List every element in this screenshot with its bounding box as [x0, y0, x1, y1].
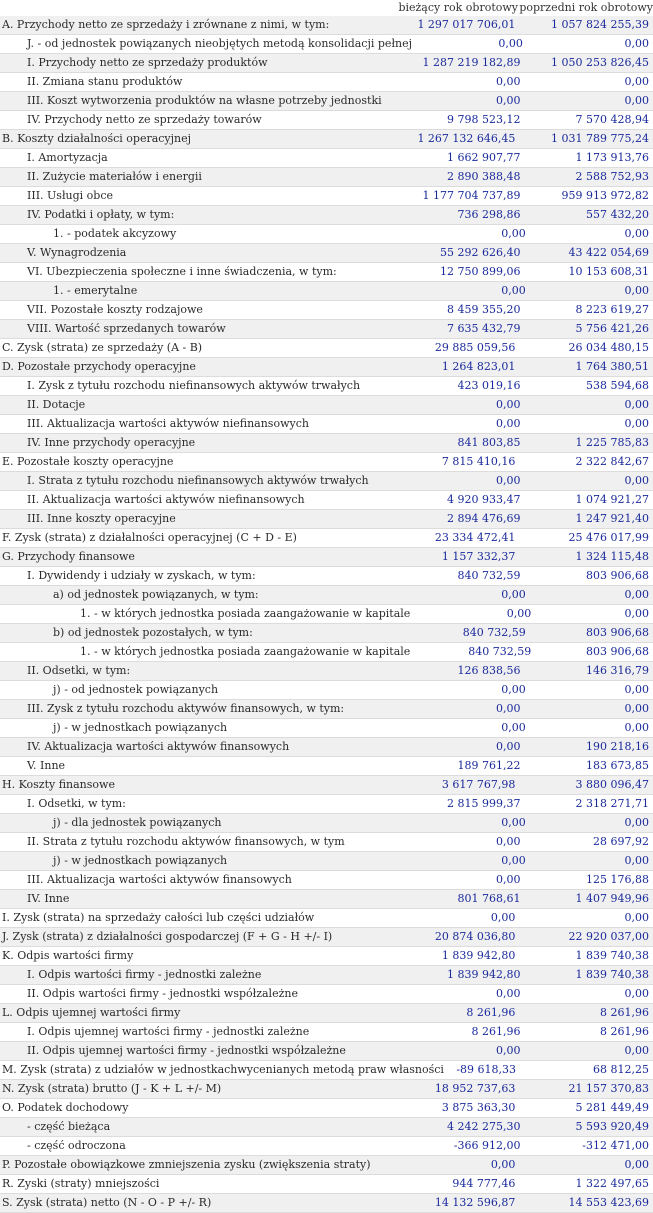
- row-label: j) - w jednostkach powiązanych: [53, 854, 228, 867]
- row-label: I. Amortyzacja: [27, 151, 108, 164]
- table-row: [0, 776, 653, 795]
- table-row: [0, 719, 653, 738]
- row-label: II. Dotacje: [27, 398, 86, 411]
- row-previous-value: 0,00: [624, 1158, 649, 1171]
- table-row: [0, 54, 653, 73]
- header-spacer: [0, 0, 397, 16]
- row-label: j) - od jednostek powiązanych: [53, 683, 219, 696]
- row-current-value: 126 838,56: [457, 664, 521, 677]
- table-row: [0, 738, 653, 757]
- row-previous-value: 959 913 972,82: [561, 189, 649, 202]
- row-current-value: 736 298,86: [457, 208, 521, 221]
- row-label: I. Strata z tytułu rozchodu niefinansowych aktywów trwałych: [27, 474, 369, 487]
- row-current-value: 840 732,59: [457, 569, 521, 582]
- row-label: K. Odpis wartości firmy: [2, 949, 134, 962]
- row-current-value: 0,00: [495, 702, 521, 715]
- row-current-value: 1 839 942,80: [441, 949, 516, 962]
- row-previous-value: 0,00: [624, 816, 649, 829]
- table-row: [0, 187, 653, 206]
- row-label: III. Zysk z tytułu rozchodu aktywów finansowych, w tym:: [27, 702, 345, 715]
- table-row: [0, 1042, 653, 1061]
- table-row: [0, 377, 653, 396]
- row-previous-value: 28 697,92: [593, 835, 649, 848]
- row-label: j) - dla jednostek powiązanych: [53, 816, 222, 829]
- row-previous-value: 5 593 920,49: [575, 1120, 649, 1133]
- row-current-value: 55 292 626,40: [439, 246, 521, 259]
- row-previous-value: 5 281 449,49: [575, 1101, 649, 1114]
- row-previous-value: 1 764 380,51: [575, 360, 649, 373]
- row-previous-value: -312 471,00: [582, 1139, 649, 1152]
- row-previous-value: 1 173 913,76: [575, 151, 649, 164]
- row-previous-value: 0,00: [624, 588, 649, 601]
- column-headers: [0, 0, 653, 16]
- table-row: [0, 1137, 653, 1156]
- table-row: [0, 472, 653, 491]
- row-label: VI. Ubezpieczenia społeczne i inne świadczenia, w tym:: [27, 265, 337, 278]
- row-label: I. Odpis wartości firmy - jednostki zależne: [27, 968, 262, 981]
- table-row: [0, 73, 653, 92]
- table-row: [0, 871, 653, 890]
- table-row: [0, 890, 653, 909]
- row-previous-value: 0,00: [624, 37, 649, 50]
- row-previous-value: 21 157 370,83: [568, 1082, 649, 1095]
- row-current-value: 7 635 432,79: [446, 322, 521, 335]
- table-row: [0, 643, 653, 662]
- row-label: C. Zysk (strata) ze sprzedaży (A - B): [2, 341, 203, 354]
- row-label: 1. - w których jednostka posiada zaangażowanie w kapitale: [80, 645, 411, 658]
- table-row: [0, 415, 653, 434]
- row-current-value: -89 618,33: [456, 1063, 517, 1076]
- row-label: j) - w jednostkach powiązanych: [53, 721, 228, 734]
- row-previous-value: 146 316,79: [586, 664, 649, 677]
- table-row: [0, 567, 653, 586]
- row-previous-value: 0,00: [624, 284, 649, 297]
- row-label: S. Zysk (strata) netto (N - O - P +/- R): [2, 1196, 212, 1209]
- row-current-value: 0,00: [501, 683, 526, 696]
- row-previous-value: 0,00: [624, 854, 649, 867]
- row-label: VII. Pozostałe koszty rodzajowe: [27, 303, 203, 316]
- row-label: J. - od jednostek powiązanych nieobjętych metodą konsolidacji pełnej: [27, 37, 413, 50]
- row-current-value: 1 267 132 646,45: [417, 132, 516, 145]
- row-previous-value: 8 261,96: [600, 1006, 649, 1019]
- row-current-value: 801 768,61: [457, 892, 521, 905]
- table-row: [0, 206, 653, 225]
- row-label: II. Strata z tytułu rozchodu aktywów finansowych, w tym: [27, 835, 345, 848]
- row-previous-value: 1 225 785,83: [575, 436, 649, 449]
- row-previous-value: 125 176,88: [586, 873, 649, 886]
- row-label: I. Zysk z tytułu rozchodu niefinansowych aktywów trwałych: [27, 379, 361, 392]
- row-previous-value: 803 906,68: [586, 569, 649, 582]
- row-label: G. Przychody finansowe: [2, 550, 135, 563]
- row-previous-value: 1 839 740,38: [575, 968, 649, 981]
- row-current-value: 0,00: [501, 854, 526, 867]
- row-current-value: 1 287 219 182,89: [422, 56, 521, 69]
- row-current-value: 0,00: [495, 835, 521, 848]
- row-label: - część odroczona: [27, 1139, 126, 1152]
- table-row: [0, 529, 653, 548]
- row-previous-value: 1 839 740,38: [575, 949, 649, 962]
- table-row: [0, 586, 653, 605]
- table-row: [0, 130, 653, 149]
- row-previous-value: 0,00: [624, 417, 649, 430]
- row-current-value: 4 920 933,47: [446, 493, 521, 506]
- table-row: [0, 757, 653, 776]
- row-label: 1. - w których jednostka posiada zaangażowanie w kapitale: [80, 607, 411, 620]
- row-current-value: 9 798 523,12: [446, 113, 521, 126]
- row-current-value: 1 662 907,77: [446, 151, 521, 164]
- table-row: [0, 339, 653, 358]
- row-previous-value: 0,00: [624, 75, 649, 88]
- table-row: [0, 548, 653, 567]
- table-row: [0, 168, 653, 187]
- row-label: 1. - emerytalne: [53, 284, 138, 297]
- row-previous-value: 22 920 037,00: [568, 930, 649, 943]
- row-current-value: 8 261,96: [471, 1025, 521, 1038]
- table-row: [0, 947, 653, 966]
- row-previous-value: 190 218,16: [586, 740, 649, 753]
- row-label: VIII. Wartość sprzedanych towarów: [27, 322, 226, 335]
- table-row: [0, 263, 653, 282]
- table-row: [0, 662, 653, 681]
- table-row: [0, 814, 653, 833]
- row-previous-value: 1 057 824 255,39: [551, 18, 649, 31]
- row-previous-value: 8 261,96: [600, 1025, 649, 1038]
- table-row: [0, 605, 653, 624]
- table-row: [0, 681, 653, 700]
- table-row: [0, 795, 653, 814]
- row-current-value: 0,00: [501, 816, 526, 829]
- row-label: b) od jednostek pozostałych, w tym:: [53, 626, 253, 639]
- row-label: II. Odpis wartości firmy - jednostki współzależne: [27, 987, 298, 1000]
- row-current-value: 23 334 472,41: [434, 531, 516, 544]
- row-label: I. Odsetki, w tym:: [27, 797, 126, 810]
- row-label: II. Zmiana stanu produktów: [27, 75, 183, 88]
- row-label: P. Pozostałe obowiązkowe zmniejszenia zysku (zwiększenia straty): [2, 1158, 371, 1171]
- row-current-value: 1 157 332,37: [441, 550, 516, 563]
- row-label: I. Dywidendy i udziały w zyskach, w tym:: [27, 569, 256, 582]
- row-previous-value: 0,00: [624, 721, 649, 734]
- row-current-value: 2 815 999,37: [446, 797, 521, 810]
- row-current-value: 1 839 942,80: [446, 968, 521, 981]
- row-current-value: 0,00: [495, 1044, 521, 1057]
- table-row: [0, 1080, 653, 1099]
- row-current-value: 0,00: [501, 227, 526, 240]
- table-row: [0, 510, 653, 529]
- row-previous-value: 1 407 949,96: [575, 892, 649, 905]
- row-label: I. Zysk (strata) na sprzedaży całości lub części udziałów: [2, 911, 315, 924]
- table-row: [0, 301, 653, 320]
- row-label: IV. Przychody netto ze sprzedaży towarów: [27, 113, 262, 126]
- row-label: F. Zysk (strata) z działalności operacyjnej (C + D - E): [2, 531, 297, 544]
- row-current-value: 1 297 017 706,01: [417, 18, 516, 31]
- row-previous-value: 1 031 789 775,24: [551, 132, 649, 145]
- row-current-value: 0,00: [490, 911, 516, 924]
- row-current-value: 7 815 410,16: [441, 455, 516, 468]
- table-row: [0, 985, 653, 1004]
- row-previous-value: 803 906,68: [586, 645, 649, 658]
- table-row: [0, 396, 653, 415]
- row-previous-value: 26 034 480,15: [568, 341, 649, 354]
- table-row: [0, 358, 653, 377]
- statement-rows: [0, 16, 653, 1213]
- row-previous-value: 10 153 608,31: [568, 265, 649, 278]
- row-current-value: 20 874 036,80: [434, 930, 516, 943]
- row-label: A. Przychody netto ze sprzedaży i zrównane z nimi, w tym:: [2, 18, 330, 31]
- row-label: IV. Inne przychody operacyjne: [27, 436, 196, 449]
- table-row: [0, 1118, 653, 1137]
- row-label: 1. - podatek akcyzowy: [53, 227, 177, 240]
- table-row: [0, 833, 653, 852]
- table-row: [0, 282, 653, 301]
- row-current-value: 0,00: [495, 474, 521, 487]
- row-current-value: 0,00: [495, 94, 521, 107]
- row-previous-value: 0,00: [624, 398, 649, 411]
- row-current-value: 14 132 596,87: [434, 1196, 516, 1209]
- row-current-value: 0,00: [490, 1158, 516, 1171]
- row-current-value: 0,00: [506, 607, 532, 620]
- row-label: J. Zysk (strata) z działalności gospodarczej (F + G - H +/- I): [2, 930, 333, 943]
- row-label: II. Odpis ujemnej wartości firmy - jednostki współzależne: [27, 1044, 346, 1057]
- row-label: II. Zużycie materiałów i energii: [27, 170, 202, 183]
- row-previous-value: 43 422 054,69: [568, 246, 649, 259]
- row-previous-value: 803 906,68: [586, 626, 649, 639]
- table-row: [0, 966, 653, 985]
- row-current-value: 0,00: [498, 37, 523, 50]
- row-label: V. Inne: [27, 759, 66, 772]
- row-current-value: 2 890 388,48: [446, 170, 521, 183]
- row-current-value: 0,00: [495, 75, 521, 88]
- row-current-value: 0,00: [495, 740, 521, 753]
- table-row: [0, 1099, 653, 1118]
- header-previous-year: poprzedni rok obrotowy: [519, 1, 653, 14]
- row-label: V. Wynagrodzenia: [27, 246, 127, 259]
- row-previous-value: 1 322 497,65: [575, 1177, 649, 1190]
- row-label: IV. Inne: [27, 892, 70, 905]
- row-current-value: 1 264 823,01: [441, 360, 516, 373]
- row-previous-value: 2 318 271,71: [575, 797, 649, 810]
- table-row: [0, 1023, 653, 1042]
- row-label: III. Aktualizacja wartości aktywów niefinansowych: [27, 417, 309, 430]
- table-row: [0, 700, 653, 719]
- row-label: E. Pozostałe koszty operacyjne: [2, 455, 174, 468]
- table-row: [0, 909, 653, 928]
- row-previous-value: 0,00: [624, 987, 649, 1000]
- row-current-value: 0,00: [495, 398, 521, 411]
- table-row: [0, 1175, 653, 1194]
- row-label: III. Usługi obce: [27, 189, 113, 202]
- table-row: [0, 16, 653, 35]
- row-label: O. Podatek dochodowy: [2, 1101, 129, 1114]
- row-label: L. Odpis ujemnej wartości firmy: [2, 1006, 181, 1019]
- row-current-value: 8 459 355,20: [446, 303, 521, 316]
- row-previous-value: 0,00: [624, 227, 649, 240]
- row-label: B. Koszty działalności operacyjnej: [2, 132, 192, 145]
- row-label: a) od jednostek powiązanych, w tym:: [53, 588, 259, 601]
- row-label: - część bieżąca: [27, 1120, 111, 1133]
- table-row: [0, 928, 653, 947]
- table-row: [0, 320, 653, 339]
- row-current-value: 840 732,59: [462, 626, 526, 639]
- row-current-value: 3 875 363,30: [441, 1101, 516, 1114]
- row-label: II. Aktualizacja wartości aktywów niefinansowych: [27, 493, 305, 506]
- row-previous-value: 0,00: [624, 702, 649, 715]
- row-current-value: 0,00: [501, 721, 526, 734]
- table-row: [0, 453, 653, 472]
- row-label: III. Aktualizacja wartości aktywów finansowych: [27, 873, 292, 886]
- row-current-value: 1 177 704 737,89: [422, 189, 521, 202]
- row-previous-value: 0,00: [624, 94, 649, 107]
- row-previous-value: 538 594,68: [586, 379, 649, 392]
- row-current-value: 8 261,96: [466, 1006, 516, 1019]
- row-current-value: 18 952 737,63: [434, 1082, 516, 1095]
- row-label: III. Koszt wytworzenia produktów na własne potrzeby jednostki: [27, 94, 382, 107]
- row-previous-value: 557 432,20: [586, 208, 649, 221]
- row-previous-value: 0,00: [624, 474, 649, 487]
- row-label: I. Przychody netto ze sprzedaży produktów: [27, 56, 268, 69]
- row-current-value: 0,00: [495, 417, 521, 430]
- table-row: [0, 1061, 653, 1080]
- row-current-value: 0,00: [495, 873, 521, 886]
- row-current-value: 29 885 059,56: [434, 341, 516, 354]
- row-previous-value: 2 588 752,93: [575, 170, 649, 183]
- row-current-value: 841 803,85: [457, 436, 521, 449]
- table-row: [0, 111, 653, 130]
- row-label: II. Odsetki, w tym:: [27, 664, 131, 677]
- row-previous-value: 7 570 428,94: [575, 113, 649, 126]
- table-row: [0, 35, 653, 54]
- row-label: M. Zysk (strata) z udziałów w jednostkachwycenianych metodą praw własności: [2, 1063, 444, 1076]
- row-label: H. Koszty finansowe: [2, 778, 115, 791]
- row-previous-value: 3 880 096,47: [575, 778, 649, 791]
- table-row: [0, 244, 653, 263]
- row-previous-value: 1 247 921,40: [575, 512, 649, 525]
- row-previous-value: 0,00: [624, 911, 649, 924]
- row-label: I. Odpis ujemnej wartości firmy - jednostki zależne: [27, 1025, 310, 1038]
- table-row: [0, 149, 653, 168]
- row-current-value: 0,00: [501, 284, 526, 297]
- row-previous-value: 0,00: [624, 607, 649, 620]
- row-previous-value: 1 074 921,27: [575, 493, 649, 506]
- row-current-value: 3 617 767,98: [441, 778, 516, 791]
- row-current-value: 840 732,59: [468, 645, 532, 658]
- header-current-year: bieżący rok obrotowy: [398, 1, 518, 14]
- row-current-value: 423 019,16: [457, 379, 521, 392]
- row-previous-value: 5 756 421,26: [575, 322, 649, 335]
- row-current-value: 944 777,46: [452, 1177, 516, 1190]
- table-row: [0, 1004, 653, 1023]
- row-current-value: 4 242 275,30: [446, 1120, 521, 1133]
- row-previous-value: 14 553 423,69: [568, 1196, 649, 1209]
- row-previous-value: 25 476 017,99: [568, 531, 649, 544]
- row-previous-value: 68 812,25: [593, 1063, 649, 1076]
- table-row: [0, 225, 653, 244]
- table-row: [0, 1156, 653, 1175]
- table-row: [0, 92, 653, 111]
- row-previous-value: 0,00: [624, 1044, 649, 1057]
- row-previous-value: 2 322 842,67: [575, 455, 649, 468]
- row-current-value: 0,00: [501, 588, 526, 601]
- row-previous-value: 1 324 115,48: [575, 550, 649, 563]
- row-current-value: 0,00: [495, 987, 521, 1000]
- row-label: N. Zysk (strata) brutto (J - K + L +/- M): [2, 1082, 222, 1095]
- row-previous-value: 0,00: [624, 683, 649, 696]
- row-previous-value: 183 673,85: [586, 759, 649, 772]
- row-label: IV. Podatki i opłaty, w tym:: [27, 208, 175, 221]
- table-row: [0, 1194, 653, 1213]
- table-row: [0, 852, 653, 871]
- row-current-value: 189 761,22: [457, 759, 521, 772]
- row-label: IV. Aktualizacja wartości aktywów finansowych: [27, 740, 290, 753]
- row-label: D. Pozostałe przychody operacyjne: [2, 360, 196, 373]
- row-label: III. Inne koszty operacyjne: [27, 512, 176, 525]
- table-row: [0, 624, 653, 643]
- row-current-value: -366 912,00: [453, 1139, 521, 1152]
- table-row: [0, 491, 653, 510]
- row-label: R. Zyski (straty) mniejszości: [2, 1177, 160, 1190]
- table-row: [0, 434, 653, 453]
- row-previous-value: 8 223 619,27: [575, 303, 649, 316]
- row-previous-value: 1 050 253 826,45: [551, 56, 649, 69]
- row-current-value: 12 750 899,06: [439, 265, 521, 278]
- row-current-value: 2 894 476,69: [446, 512, 521, 525]
